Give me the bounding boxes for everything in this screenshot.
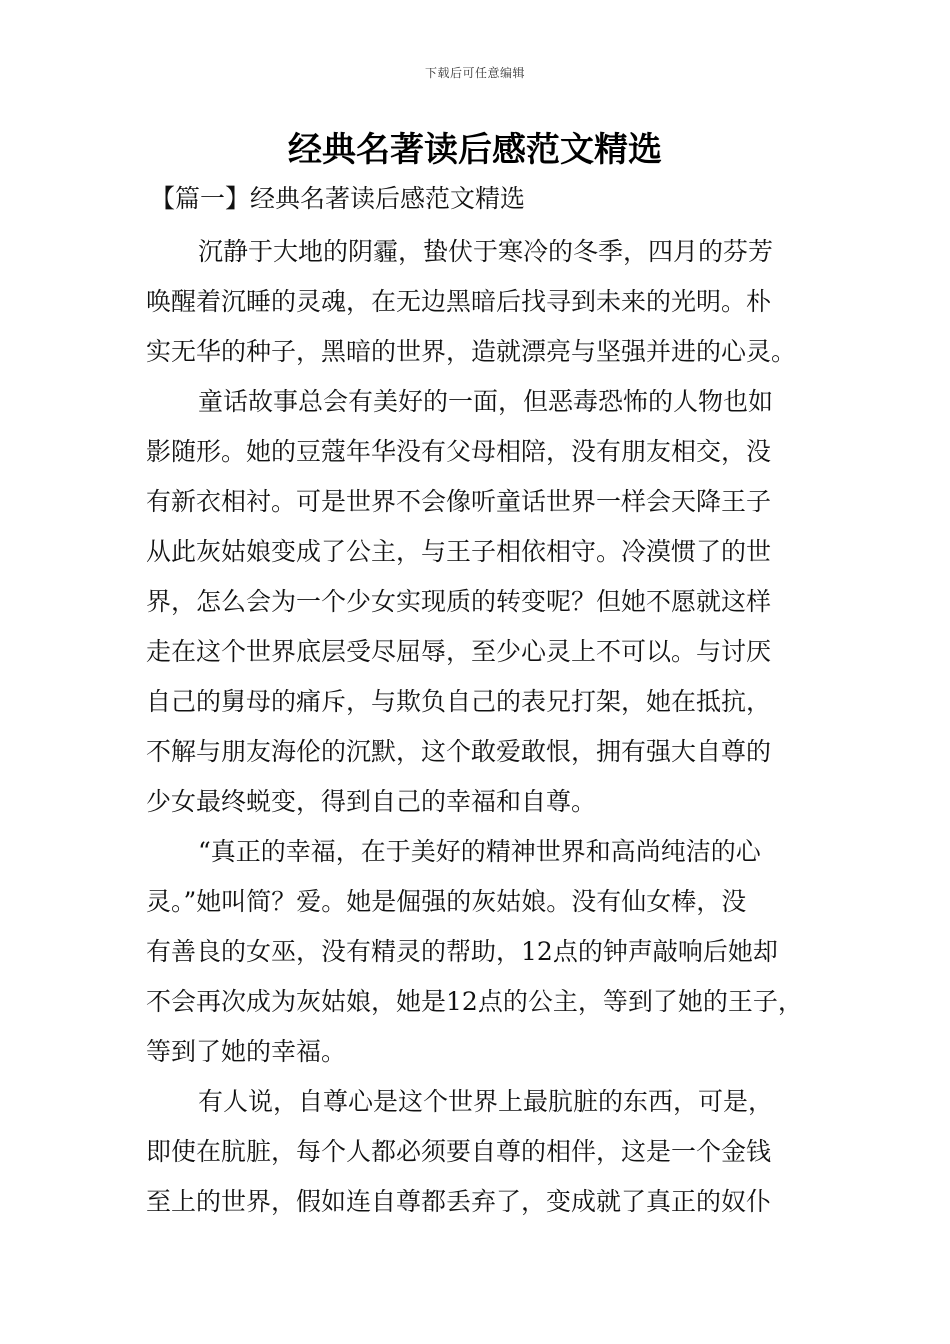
paragraph-line: 从此灰姑娘变成了公主，与王子相依相守。冷漠惯了的世	[146, 537, 772, 566]
paragraph-line: 等到了她的幸福。	[146, 1037, 347, 1066]
paragraph-line: 自己的舅母的痛斥，与欺负自己的表兄打架，她在抵抗，	[146, 687, 772, 716]
paragraph-line: 实无华的种子，黑暗的世界，造就漂亮与坚强并进的心灵。	[146, 337, 797, 366]
paragraph-line: 至上的世界，假如连自尊都丢弃了，变成就了真正的奴仆	[146, 1187, 772, 1216]
paragraph	[146, 227, 826, 377]
paragraph	[146, 827, 826, 1077]
paragraph-line: 童话故事总会有美好的一面，但恶毒恐怖的人物也如	[198, 387, 774, 416]
paragraph-line: 沉静于大地的阴霾，蛰伏于寒冷的冬季，四月的芬芳	[198, 237, 774, 266]
body-text	[146, 227, 826, 1227]
paragraph-line: 界，怎么会为一个少女实现质的转变呢？但她不愿就这样	[146, 587, 772, 616]
paragraph	[146, 1077, 826, 1227]
paragraph-line: 少女最终蜕变，得到自己的幸福和自尊。	[146, 787, 597, 816]
paragraph-line: “真正的幸福，在于美好的精神世界和高尚纯洁的心	[198, 837, 761, 866]
paragraph-line: 唤醒着沉睡的灵魂，在无边黑暗后找寻到未来的光明。朴	[146, 287, 772, 316]
section-heading: 【篇一】经典名著读后感范文精选	[150, 184, 526, 213]
paragraph-line: 灵。”她叫简？爱。她是倔强的灰姑娘。没有仙女棒，没	[146, 887, 747, 916]
document-title: 经典名著读后感范文精选	[288, 130, 662, 170]
paragraph-line: 不解与朋友海伦的沉默，这个敢爱敢恨，拥有强大自尊的	[146, 737, 772, 766]
paragraph-line: 即使在肮脏，每个人都必须要自尊的相伴，这是一个金钱	[146, 1137, 772, 1166]
paragraph	[146, 377, 826, 827]
paragraph-line: 影随形。她的豆蔻年华没有父母相陪，没有朋友相交，没	[146, 437, 772, 466]
header-note: 下载后可任意编辑	[424, 66, 525, 80]
paragraph-line: 有新衣相衬。可是世界不会像听童话世界一样会天降王子	[146, 487, 772, 516]
paragraph-line: 不会再次成为灰姑娘，她是12点的公主，等到了她的王子，	[146, 987, 803, 1016]
paragraph-line: 走在这个世界底层受尽屈辱，至少心灵上不可以。与讨厌	[146, 637, 772, 666]
paragraph-line: 有人说，自尊心是这个世界上最肮脏的东西，可是，	[198, 1087, 774, 1116]
paragraph-line: 有善良的女巫，没有精灵的帮助，12点的钟声敲响后她却	[146, 937, 778, 966]
